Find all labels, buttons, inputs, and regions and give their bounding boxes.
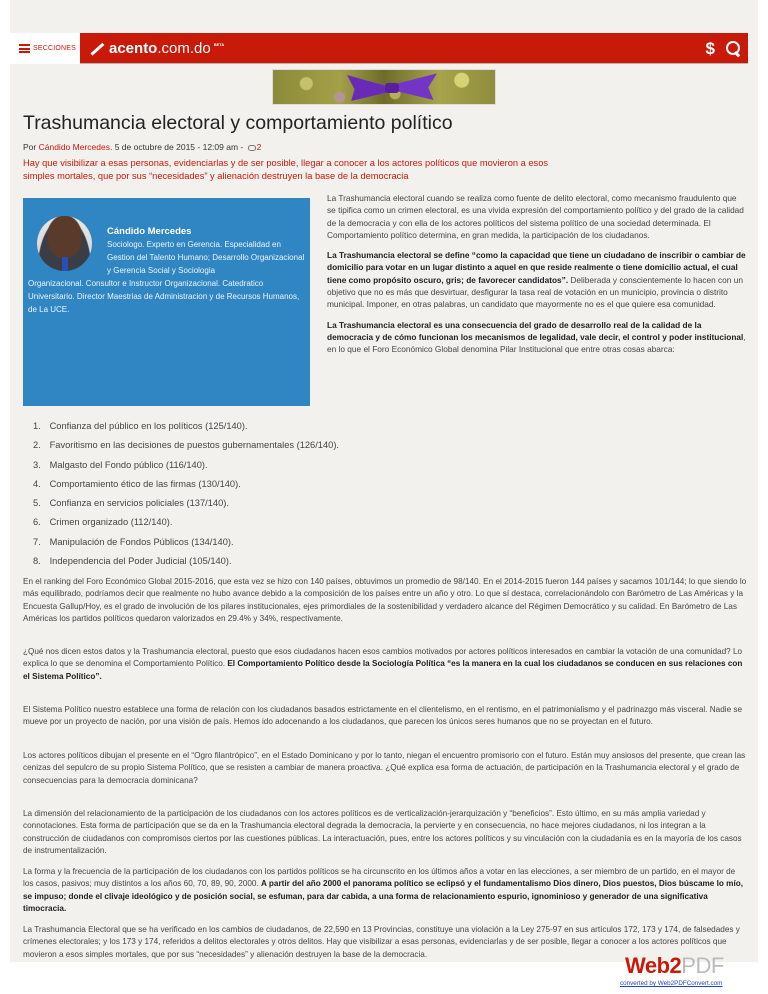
author-name: Cándido Mercedes <box>107 226 192 237</box>
list-number: 7. <box>33 536 41 547</box>
list-item <box>33 420 339 439</box>
paragraph-9-text: La forma y la frecuencia de la participación de los ciudadanos con los partidos políticos se ha circunscrito en los últimos años a votar en las elecciones, a ser miembro de un partido, en el mayor de los casos, pasivos; muy distintos a los años 60, 70, 89, 90, 2000. <box>23 867 736 889</box>
paragraph-4: En el ranking del Foro Económico Global 2015-2016, que esta vez se hizo con 140 países, obtuvimos un promedio de 98/140. En el 2014-2015 fueron 144 países y sacamos 101/144; lo que siendo lo más equilibrado, podríamos decir que realmente no hubo avance debido a la composición de los países entre un año y otro. Lo que sí destaca, correlacionándolo con Barómetro de Las Américas y la Encuesta Gallup/Hoy, es el grado de involución de los pilares institucionales, ejes primordiales de la sostenibilidad y verdadero alcance del Régimen Democrático y su calidad. En Barómetro de Las Américas los partidos políticos quedaron valorizados en 29.4% y 34%, respectivamente. <box>23 577 747 623</box>
web2pdf-watermark <box>620 953 724 987</box>
hamburger-icon <box>19 44 30 53</box>
paragraph-2-rest: Deliberada y conscientemente lo hacen con un objetivo que no es más que desvirtuar, desfigurar la tasa real de votación en un municipio, provincia o distrito municipal. Imponer, en otras palabras, un candidato que mayormente no es el que quiere esa comunidad. <box>327 274 743 310</box>
pillar-list <box>33 420 339 574</box>
paragraph-2-bold: La Trashumancia electoral se define “como la capacidad que tiene un ciudadano de inscribir o cambiar de domicilio para votar en un lugar distinto a aquel en que reside realmente o tiene domicilio actual, el cual tiene como propósito oscuro, gris; de favorecer candidatos”. <box>327 250 746 285</box>
list-text: Comportamiento ético de las firmas (130/140). <box>49 478 241 489</box>
list-number: 5. <box>33 498 41 509</box>
site-header <box>10 33 748 64</box>
list-text: Favoritismo en las decisiones de puestos gubernamentales (126/140). <box>49 440 339 451</box>
ad-banner[interactable] <box>272 69 496 105</box>
list-item <box>33 555 339 574</box>
meta-date: . 5 de octubre de 2015 - 12:09 am - <box>109 142 244 152</box>
purple-bow-icon <box>347 72 437 104</box>
paragraph-8: La dimensión del relacionamiento de la participación de los ciudadanos con los actores políticos es de verticalización-jerarquización y “beneficios”. Esto último, en su más amplia variedad y connotaciones. Esta forma de participación que se da en la Trashumancia electoral degrada la democracia, la pervierte y en consecuencia, no hace mejores ciudadanos, ni los integran a la construcción de ciudadanos con compromisos ciertos por las cuestiones públicas. La interactuación, pues, entre los actores políticos y su vinculación con la ciudadanía es en la mayoría de los casos de instrumentalización. <box>23 809 742 855</box>
list-text: Crimen organizado (112/140). <box>49 517 173 528</box>
paragraph-10: La Trashumancia Electoral que se ha verificado en los cambios de ciudadanos, de 22,590 en 13 Provincias, constituye una violación a la Ley 275-97 en sus artículos 172, 173 y 174, de falsedades y crímenes electorales; y los 173 y 174, referidos a delitos electorales y otros delitos. Hay que visibilizar a esas personas, evidenciarlas y de ser posible, llegar a conocer a los actores políticos que movieron a esos simples mortales, que por sus “necesidades” y alienación destruyen la base de la democracia. <box>23 925 740 959</box>
web2pdf-link[interactable]: converted by Web2PDFConvert.com <box>620 980 723 987</box>
logo-beta-badge: BETA <box>213 42 225 47</box>
list-text: Confianza en servicios policiales (137/140). <box>49 498 229 509</box>
paragraph-5-bold: El Comportamiento Político desde la Sociología Política “es la manera en la cual los ciudadanos se conducen en sus relaciones con el Sistema Político”. <box>23 659 743 681</box>
logo-slash-icon <box>90 42 104 56</box>
list-item <box>33 516 339 535</box>
list-number: 8. <box>33 556 41 567</box>
author-link[interactable]: Cándido Mercedes <box>38 142 110 152</box>
search-icon[interactable] <box>725 40 742 57</box>
web2pdf-logo-web: Web2 <box>625 953 682 978</box>
paragraph-5-text: ¿Qué nos dicen estos datos y la Trashumancia electoral, puesto que esos ciudadanos hacen esos cambios motivados por actores políticos interesados en cambiar la votación de una comunidad? Lo explica lo que se denomina el Comportamiento Político. <box>23 647 743 669</box>
logo-domain-text: .com.do <box>157 40 211 57</box>
article-lead: Hay que visibilizar a esas personas, evidenciarlas y de ser posible, llegar a conocer a los actores políticos que movieron a esos simples mortales, que por sus “necesidades” y alienación destruyen la base de la democracia <box>23 158 549 181</box>
list-item <box>33 497 339 516</box>
web2pdf-logo <box>625 955 724 977</box>
comment-icon <box>248 145 256 151</box>
site-logo[interactable] <box>90 33 224 64</box>
paragraph-3 <box>327 319 747 356</box>
list-number: 3. <box>33 459 41 470</box>
author-box <box>23 198 310 406</box>
logo-main-text: acento <box>109 40 158 57</box>
list-number: 2. <box>33 440 41 451</box>
paragraph-9-bold: A partir del año 2000 el panorama político se eclipsó y el fundamentalismo Dios dinero, Dios puestos, Dios búscame lo mío, se impuso; donde el clivaje ideológico y de posición social, se esfuman, para dar cabida, a una forma de relacionamiento espurio, ignominioso y generador de una significativa timocracia. <box>23 879 744 913</box>
list-text: Confianza del público en los políticos (125/140). <box>49 421 248 431</box>
list-number: 4. <box>33 478 41 489</box>
list-item <box>33 478 339 497</box>
paragraph-6: El Sistema Político nuestro establece una forma de relación con los ciudadanos basados estrictamente en el clientelismo, en el rentismo, en el patrimonialismo y el padrinazgo más visceral. Nadie se mueve por un proyecto de nación, por una visión de país. Hemos ido adocenando a los ciudadanos, que parecen los únicos seres humanos que no se proyectan en el futuro. <box>23 705 743 727</box>
paragraph-2 <box>327 249 747 310</box>
meta-by: Por <box>23 142 37 152</box>
author-bio-rest: Organizacional. Consultor e Instructor Organizacional. Catedratico Universitario. Director Maestrias de Administracion y de Recursos Humanos, de La UCE. <box>28 279 300 314</box>
web2pdf-logo-pdf: PDF <box>681 953 724 978</box>
comments-count-link[interactable]: 2 <box>256 142 262 152</box>
list-item <box>33 536 339 555</box>
list-number: 1. <box>33 421 41 431</box>
list-item <box>33 439 339 458</box>
list-number: 6. <box>33 517 41 528</box>
article-intro-column <box>327 192 747 364</box>
paragraph-3-bold: La Trashumancia electoral es una consecuencia del grado de desarrollo real de la calidad de la democracia y de cómo funcionan los mecanismos de legalidad, vale decir, el control y poder institucional <box>327 319 744 342</box>
sections-menu-button[interactable] <box>10 33 80 64</box>
paragraph-5 <box>23 646 747 683</box>
list-text: Independencia del Poder Judicial (105/140). <box>49 556 232 567</box>
article-title: Trashumancia electoral y comportamiento político <box>23 112 453 134</box>
sections-menu-label: SECCIONES <box>33 45 77 52</box>
dollar-icon[interactable]: $ <box>705 38 715 58</box>
paragraph-3-rest: , en lo que el Foro Económico Global denomina Pilar Institucional que entre otras cosas abarca: <box>327 331 746 355</box>
list-text: Manipulación de Fondos Públicos (134/140). <box>49 536 234 547</box>
author-bio-indented: Sociologo. Experto en Gerencia. Especialidad en Gestion del Talento Humano; Desarrollo Organizacional y Gerencia Social y Sociologia <box>107 240 305 275</box>
list-item <box>33 459 339 478</box>
paragraph-9 <box>23 866 747 915</box>
article-meta <box>23 142 261 152</box>
author-bio <box>28 238 308 316</box>
paragraph-7: Los actores políticos dibujan el presente en el “Ogro filantrópico”, en el Estado Dominicano y por lo tanto, niegan el encuentro promisorio con el futuro. Están muy ansiosos del presente, que crean las cenizas del sepulcro de su propio Sistema Político, que se resisten a cambiar de manera proactiva. ¿Qué explica esa forma de actuación, de participación en la Trashumancia electoral y el grado de consecuencias para la democracia dominicana? <box>23 751 746 785</box>
list-text: Malgasto del Fondo público (116/140). <box>49 459 208 470</box>
paragraph-1: La Trashumancia electoral cuando se realiza como fuente de delito electoral, como mecanismo fraudulento que se tipifica como un crimen electoral, es una vivida expresión del comportamiento político y del grado de la calidad de la democracia y con ella de los actores políticos del sistema político de una sociedad determinada. El Comportamiento político determina, en gran medida, la participación de los ciudadanos. <box>327 193 744 240</box>
